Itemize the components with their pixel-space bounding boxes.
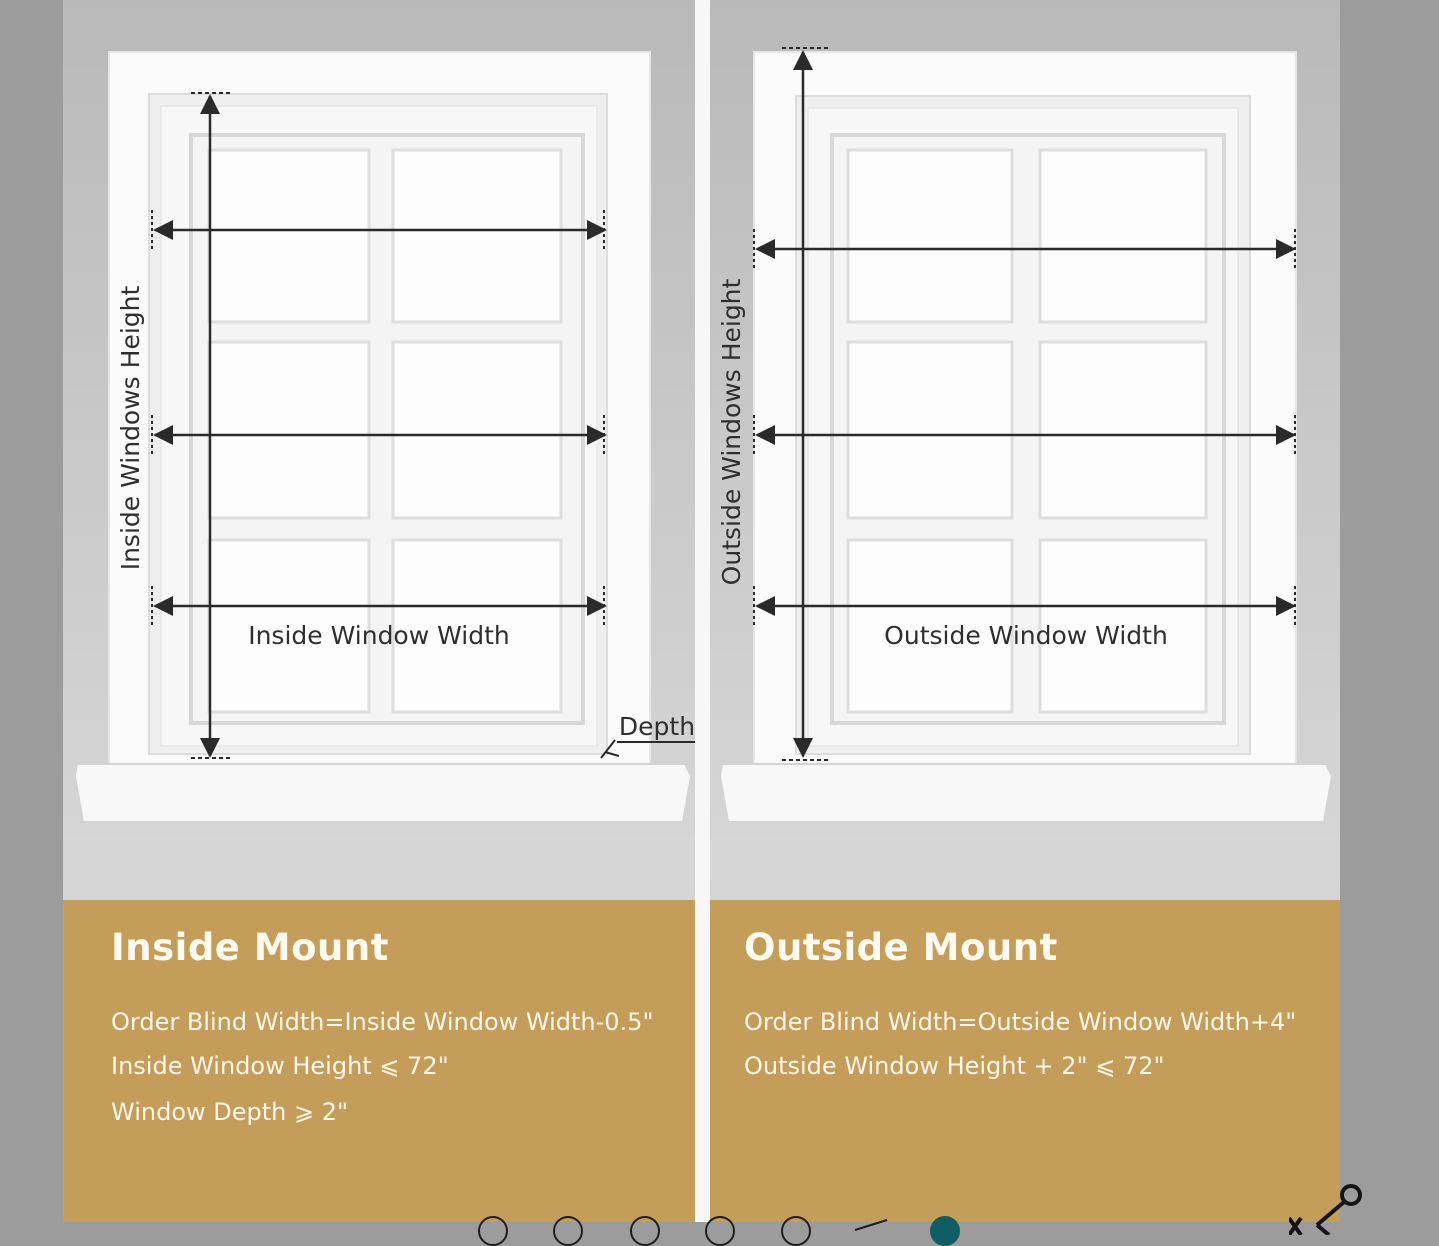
inside-mount-illustration <box>63 0 695 900</box>
carousel-dot[interactable] <box>553 1216 583 1246</box>
panel-divider <box>695 0 710 1222</box>
inside-mount-info <box>63 900 695 1222</box>
inside-width-label: Inside Window Width <box>248 621 510 650</box>
carousel-dot-active[interactable] <box>930 1216 960 1246</box>
inside-rule-width: Order Blind Width=Inside Window Width-0.5" <box>111 1008 654 1036</box>
carousel-dot[interactable] <box>705 1216 735 1246</box>
carousel-dot[interactable] <box>630 1216 660 1246</box>
outside-rule-width: Order Blind Width=Outside Window Width+4" <box>744 1008 1297 1036</box>
outside-mount-title: Outside Mount <box>744 926 1058 969</box>
inside-height-label: Inside Windows Height <box>116 285 145 571</box>
share-icon[interactable] <box>1289 1180 1369 1235</box>
outside-mount-illustration <box>710 0 1340 900</box>
carousel-dot[interactable] <box>781 1216 811 1246</box>
inside-rule-depth: Window Depth ⩾ 2" <box>111 1098 349 1126</box>
carousel-pagination <box>0 1216 1439 1235</box>
inside-rule-height: Inside Window Height ⩽ 72" <box>111 1052 449 1080</box>
outside-width-label: Outside Window Width <box>884 621 1168 650</box>
video-play-icon[interactable] <box>853 1216 893 1236</box>
inside-mount-title: Inside Mount <box>111 926 389 969</box>
inside-mount-panel <box>63 0 695 1222</box>
outside-height-label: Outside Windows Height <box>717 278 746 586</box>
depth-label: Depth <box>618 712 695 741</box>
outside-mount-info <box>710 900 1340 1222</box>
outside-rule-height: Outside Window Height + 2" ⩽ 72" <box>744 1052 1165 1080</box>
carousel-dot[interactable] <box>478 1216 508 1246</box>
outside-mount-panel <box>710 0 1340 1222</box>
